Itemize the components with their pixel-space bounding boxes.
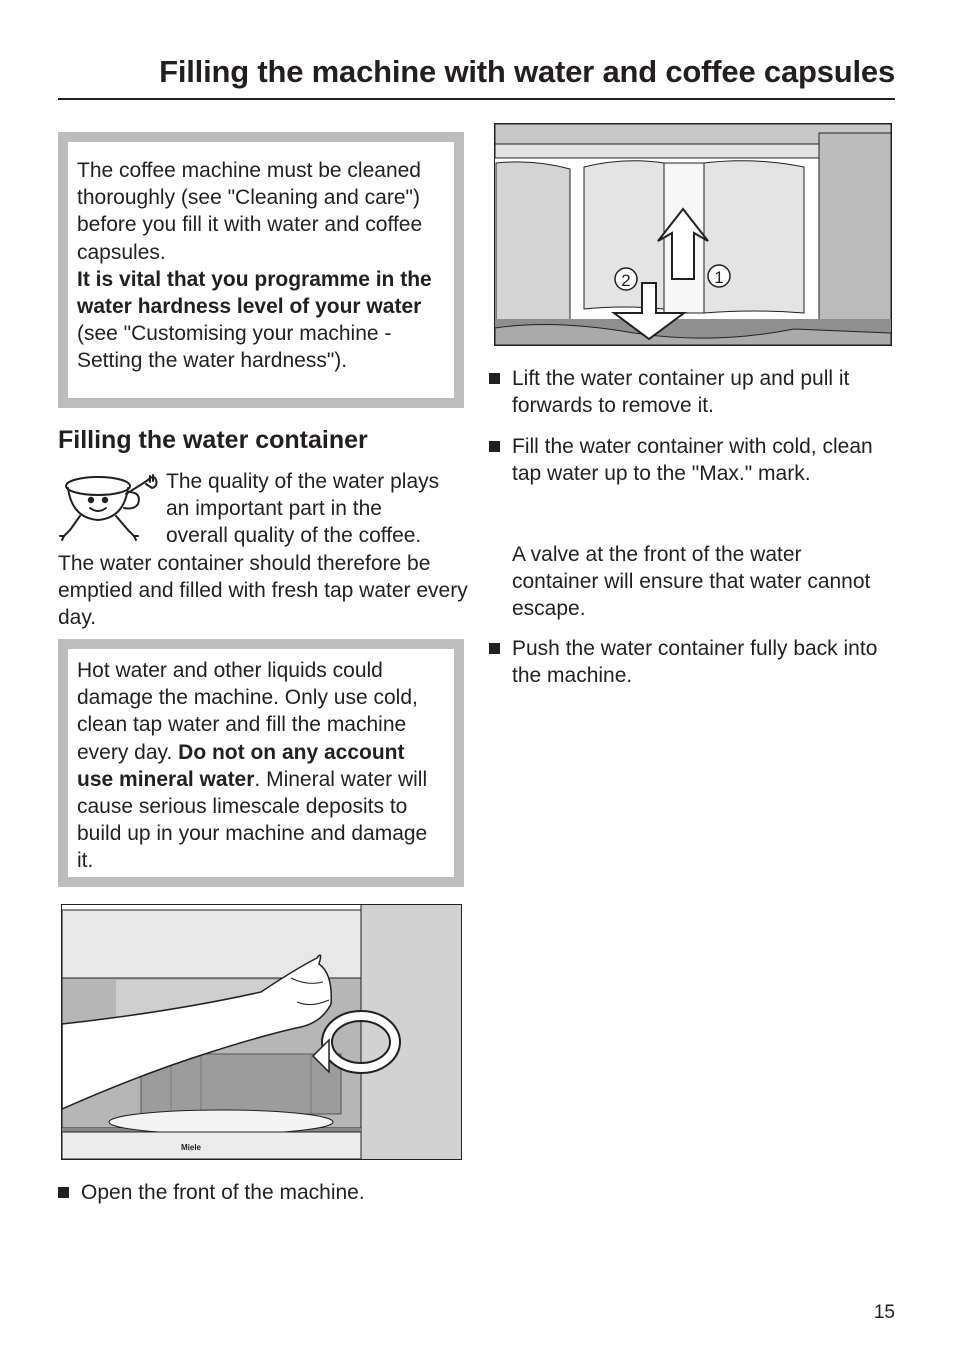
- step-push-back: [489, 635, 899, 689]
- step-fill-container: [489, 433, 899, 487]
- step-open-front: [58, 1179, 468, 1206]
- step-lift-container: [489, 365, 899, 419]
- notice-water-part1: Hot water and other liquids could damage the machine. Only use cold, clean tap water and fill the machine every day.: [77, 659, 418, 764]
- valve-note: A valve at the front of the water container will ensure that water cannot escape.: [512, 543, 871, 621]
- intro-line-3: overall quality of the coffee.: [166, 524, 422, 548]
- intro-rest: The water container should therefore be emptied and filled with fresh tap water every day.: [58, 551, 468, 630]
- intro-line-2: an important part in the: [166, 497, 382, 521]
- section-heading: Filling the water container: [58, 426, 368, 454]
- open-front-illustration: [61, 904, 462, 1160]
- bullet-square-icon: [58, 1187, 69, 1198]
- page-title: Filling the machine with water and coffee capsules: [159, 54, 895, 89]
- bullet-square-icon: [489, 373, 500, 384]
- title-divider: [58, 98, 895, 100]
- marker-1: 1: [714, 268, 724, 287]
- notice-hardness-tail: (see "Customising your machine - Setting the water hardness").: [77, 322, 392, 373]
- water-quality-paragraph: [58, 468, 468, 631]
- notice-box-water: [58, 639, 464, 887]
- notice-cleaning-text: The coffee machine must be cleaned thoroughly (see "Cleaning and care") before you fill it with water and coffee capsules.: [77, 159, 423, 264]
- water-container-illustration: [494, 123, 892, 346]
- step-text: Push the water container fully back into the machine.: [512, 637, 878, 688]
- notice-water-bold: Do not on any account use mineral water: [77, 740, 405, 791]
- step-text: Open the front of the machine.: [81, 1181, 365, 1204]
- page-number: 15: [873, 1302, 895, 1323]
- notice-hardness-text: [77, 266, 446, 375]
- marker-2: 2: [621, 271, 631, 290]
- step-text: Fill the water container with cold, clean tap water up to the "Max." mark.: [512, 435, 873, 486]
- notice-hardness-bold: It is vital that you programme in the water hardness level of your water: [77, 267, 432, 319]
- intro-line-1: The quality of the water plays: [166, 470, 440, 493]
- bullet-square-icon: [489, 441, 500, 452]
- brand-logo: Miele: [181, 1143, 202, 1152]
- step-text: Lift the water container up and pull it forwards to remove it.: [512, 367, 850, 418]
- bullet-square-icon: [489, 643, 500, 654]
- notice-water-text: [77, 657, 446, 875]
- notice-water-part2: . Mineral water will cause serious limescale deposits to build up in your machine and damage it.: [77, 767, 428, 873]
- notice-box-cleaning: [58, 132, 464, 408]
